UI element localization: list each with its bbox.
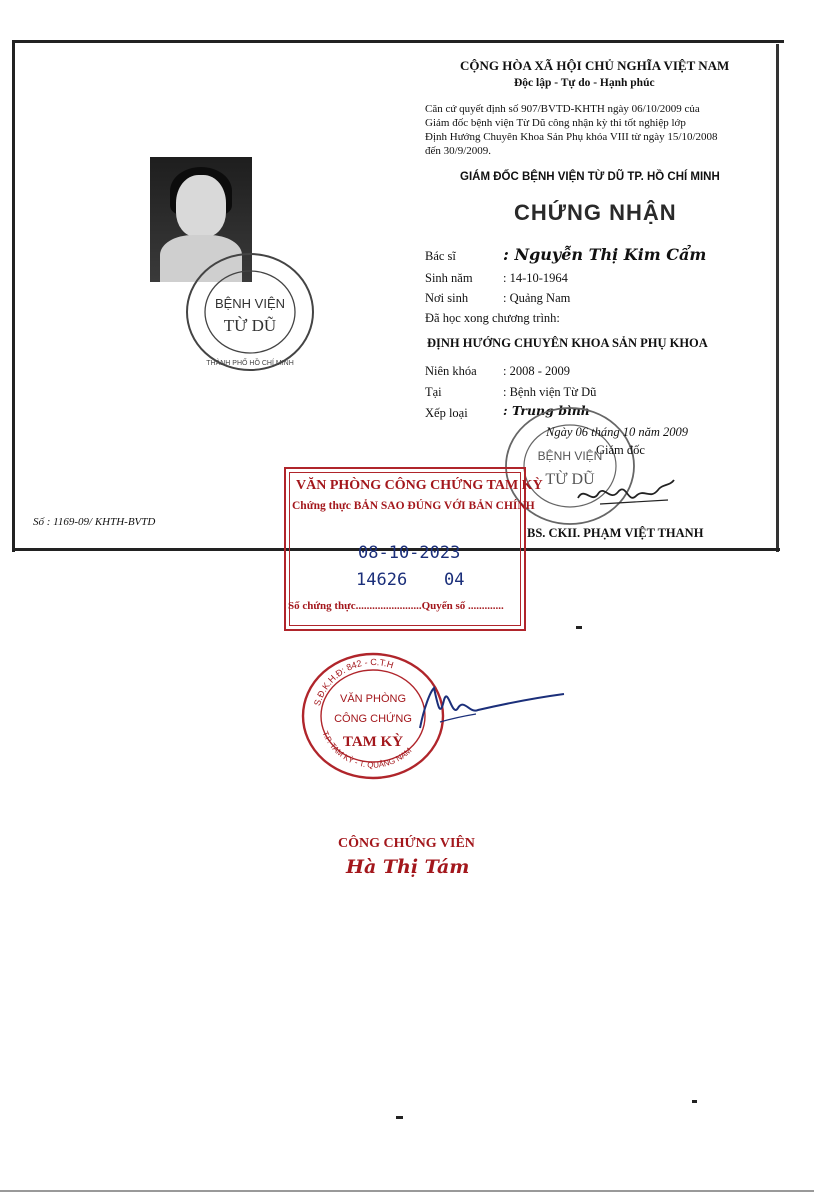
seal-text-mid: TỪ DŨ [223,316,277,335]
preamble-line: Giám đốc bệnh viện Từ Dũ công nhận kỳ thi tốt nghiệp lớp [425,117,686,129]
seal-text-top: BỆNH VIỆN [214,296,286,311]
notary-office: VĂN PHÒNG CÔNG CHỨNG TAM KỲ [296,478,543,493]
birthplace-value: : Quảng Nam [503,291,571,305]
director-label: Giám đốc [596,443,645,457]
scan-speck [692,1100,697,1103]
preamble-line: Căn cứ quyết định số 907/BVTD-KHTH ngày 06/10/2009 của [425,103,700,115]
scan-border-top [14,40,784,43]
course-label: Niên khóa [425,364,477,378]
completed-label: Đã học xong chương trình: [425,311,560,325]
at-value: : Bệnh viện Từ Dũ [503,385,597,399]
certificate-title: CHỨNG NHẬN [514,200,677,225]
issuer: GIÁM ĐỐC BỆNH VIỆN TỪ DŨ TP. HỒ CHÍ MINH [460,171,720,183]
birth-year-value: : 14-10-1964 [503,271,568,285]
document-number: Số : 1169-09/ KHTH-BVTD [33,516,156,528]
scan-speck [576,626,582,629]
notary-seal-line1: VĂN PHÒNG [339,693,407,705]
notary-seal-line2: CÔNG CHỨNG [334,713,412,725]
motto: Độc lập - Tự do - Hạnh phúc [514,77,655,89]
director-seal-top: BỆNH VIỆN [537,449,603,463]
notary-seal-ring-bottom: T.P. TAM KỲ - T. QUẢNG NAM [320,729,414,770]
program-name: ĐỊNH HƯỚNG CHUYÊN KHOA SẢN PHỤ KHOA [427,336,708,350]
seal-text-ring: THÀNH PHỐ HỒ CHÍ MINH [206,360,294,367]
notary-reg-number: 14626 [356,570,408,590]
preamble [425,102,755,158]
preamble-line: Định Hướng Chuyên Khoa Sản Phụ khóa VIII từ ngày 15/10/2008 [425,131,718,143]
notary-book-number: 04 [444,570,465,590]
hospital-seal [180,248,320,378]
scan-border-right [776,44,779,552]
course-value: : 2008 - 2009 [503,364,571,378]
director-seal-mid: TỪ DŨ [545,471,595,488]
notary-seal-ring-top: S.Đ.K.H.Đ: 842 - C.T.H [312,656,395,707]
birth-year-label: Sinh năm [425,271,473,285]
notary-seal-line3: TAM KỲ [342,734,404,750]
notary-title: CÔNG CHỨNG VIÊN [338,836,475,851]
preamble-line: đến 30/9/2009. [425,145,491,157]
notary-reg-label: Số chứng thực........................Quyển số ............. [288,600,504,612]
director-signature [570,476,680,516]
notary-certification: Chứng thực BẢN SAO ĐÚNG VỚI BẢN CHÍNH [292,500,535,512]
birthplace-label: Nơi sinh [425,291,469,305]
at-label: Tại [425,385,442,399]
national-header: CỘNG HÒA XÃ HỘI CHỦ NGHĨA VIỆT NAM [460,58,730,73]
scan-speck [396,1116,403,1119]
grade-value: : Trung bình [503,403,590,418]
scan-border-left [12,40,15,552]
notary-date: 08-10-2023 [358,543,461,563]
notary-signature [404,678,574,738]
doctor-label: Bác sĩ [425,249,456,263]
director-name: BS. CKII. PHẠM VIỆT THANH [527,526,704,540]
notary-name: Hà Thị Tám [346,856,470,878]
scan-bottom-edge [0,1190,814,1192]
issue-date: Ngày 06 tháng 10 năm 2009 [546,425,689,439]
grade-label: Xếp loại [425,406,468,420]
doctor-name: : Nguyễn Thị Kim Cẩm [503,245,707,264]
